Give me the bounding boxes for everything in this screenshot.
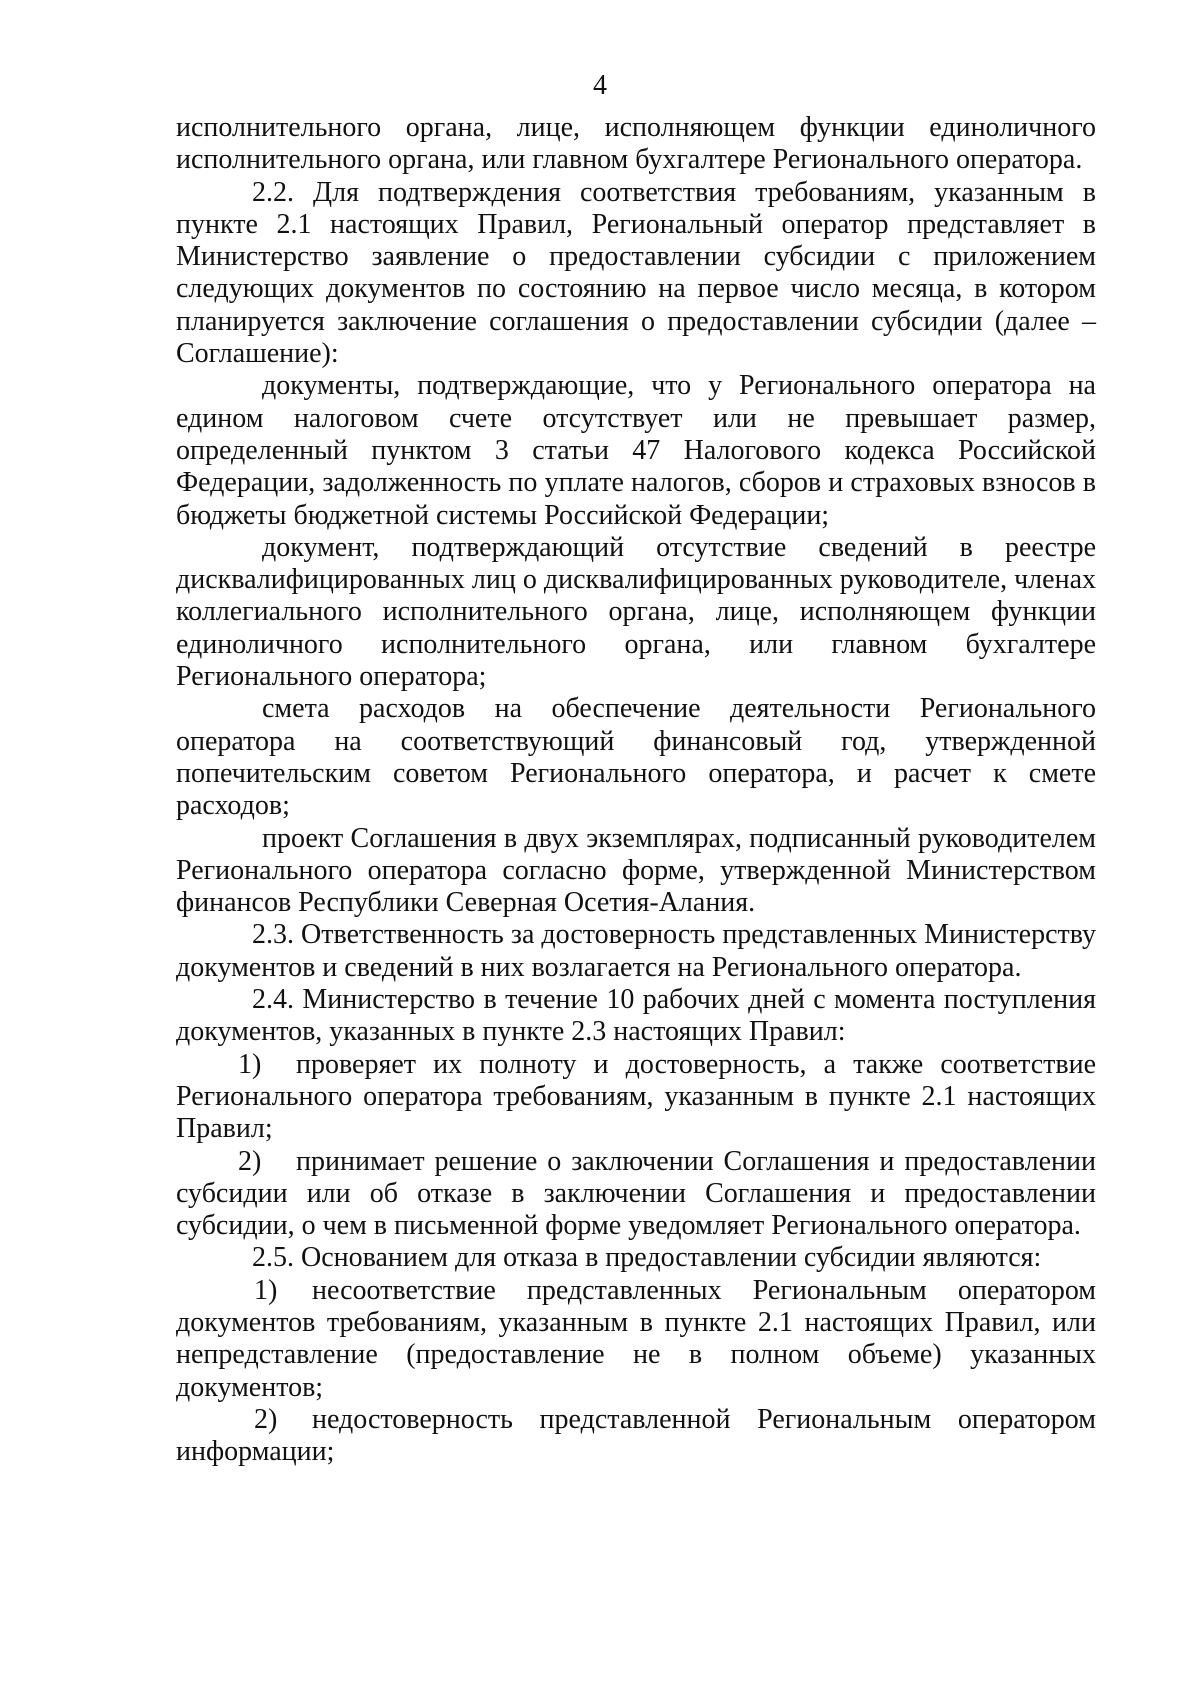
list-item-number: 1)	[238, 1048, 262, 1080]
list-item-text: недостоверность представленной Региональным оператором информации;	[176, 1403, 1096, 1468]
paragraph-agreement-draft: проект Соглашения в двух экземплярах, подписанный руководителем Регионального оператора согласно форме, утвержденной Министерством финансов Республики Северная Осетия-Алания.	[176, 822, 1096, 919]
paragraph-disqualification-document: документ, подтверждающий отсутствие сведений в реестре дисквалифицированных лиц о дисквалифицированных руководителе, членах коллегиального исполнительного органа, лице, исполняющем функции единоличного исполнительного органа, или главном бухгалтере Регионального оператора;	[176, 531, 1096, 693]
document-body	[176, 112, 1096, 1468]
paragraph-tax-documents: документы, подтверждающие, что у Регионального оператора на едином налоговом счете отсутствует или не превышает размер, определенный пунктом 3 статьи 47 Налогового кодекса Российской Федерации, задолженность по уплате налогов, сборов и страховых взносов в бюджеты бюджетной системы Российской Федерации;	[176, 370, 1096, 531]
list-item-number: 2)	[238, 1145, 262, 1177]
list-item-2-4-1	[176, 1049, 1096, 1146]
paragraph-2-4: 2.4. Министерство в течение 10 рабочих дней с момента поступления документов, указанных в пункте 2.3 настоящих Правил:	[176, 984, 1096, 1048]
list-item-text: проверяет их полноту и достоверность, а также соответствие Регионального оператора требованиям, указанным в пункте 2.1 настоящих Правил;	[176, 1048, 1096, 1145]
list-item-number: 2)	[254, 1403, 278, 1435]
list-item-2-5-2	[176, 1404, 1096, 1469]
paragraph-expense-estimate: смета расходов на обеспечение деятельности Регионального оператора на соответствующий финансовый год, утвержденной попечительским советом Регионального оператора, и расчет к смете расходов;	[176, 693, 1096, 822]
paragraph-continuation: исполнительного органа, лице, исполняющем функции единоличного исполнительного органа, или главном бухгалтере Регионального оператора.	[176, 112, 1096, 176]
list-item-text: несоответствие представленных Региональным оператором документов требованиям, указанным в пункте 2.1 настоящих Правил, или непредставление (предоставление не в полном объеме) указанных документов;	[176, 1274, 1096, 1403]
paragraph-2-3: 2.3. Ответственность за достоверность представленных Министерству документов и сведений в них возлагается на Регионального оператора.	[176, 919, 1096, 983]
list-item-text: принимает решение о заключении Соглашения и предоставлении субсидии или об отказе в заключении Соглашения и предоставлении субсидии, о чем в письменной форме уведомляет Регионального оператора.	[176, 1145, 1096, 1242]
list-item-2-5-1	[176, 1275, 1096, 1404]
paragraph-2-5: 2.5. Основанием для отказа в предоставлении субсидии являются:	[252, 1242, 1042, 1274]
page-number: 4	[593, 70, 607, 101]
paragraph-2-2: 2.2. Для подтверждения соответствия требованиям, указанным в пункте 2.1 настоящих Правил, Региональный оператор представляет в Министерство заявление о предоставлении субсидии с приложением следующих документов по состоянию на первое число месяца, в котором планируется заключение соглашения о предоставлении субсидии (далее – Соглашение):	[176, 176, 1096, 370]
list-item-2-4-2	[176, 1146, 1096, 1243]
list-item-number: 1)	[254, 1274, 278, 1306]
